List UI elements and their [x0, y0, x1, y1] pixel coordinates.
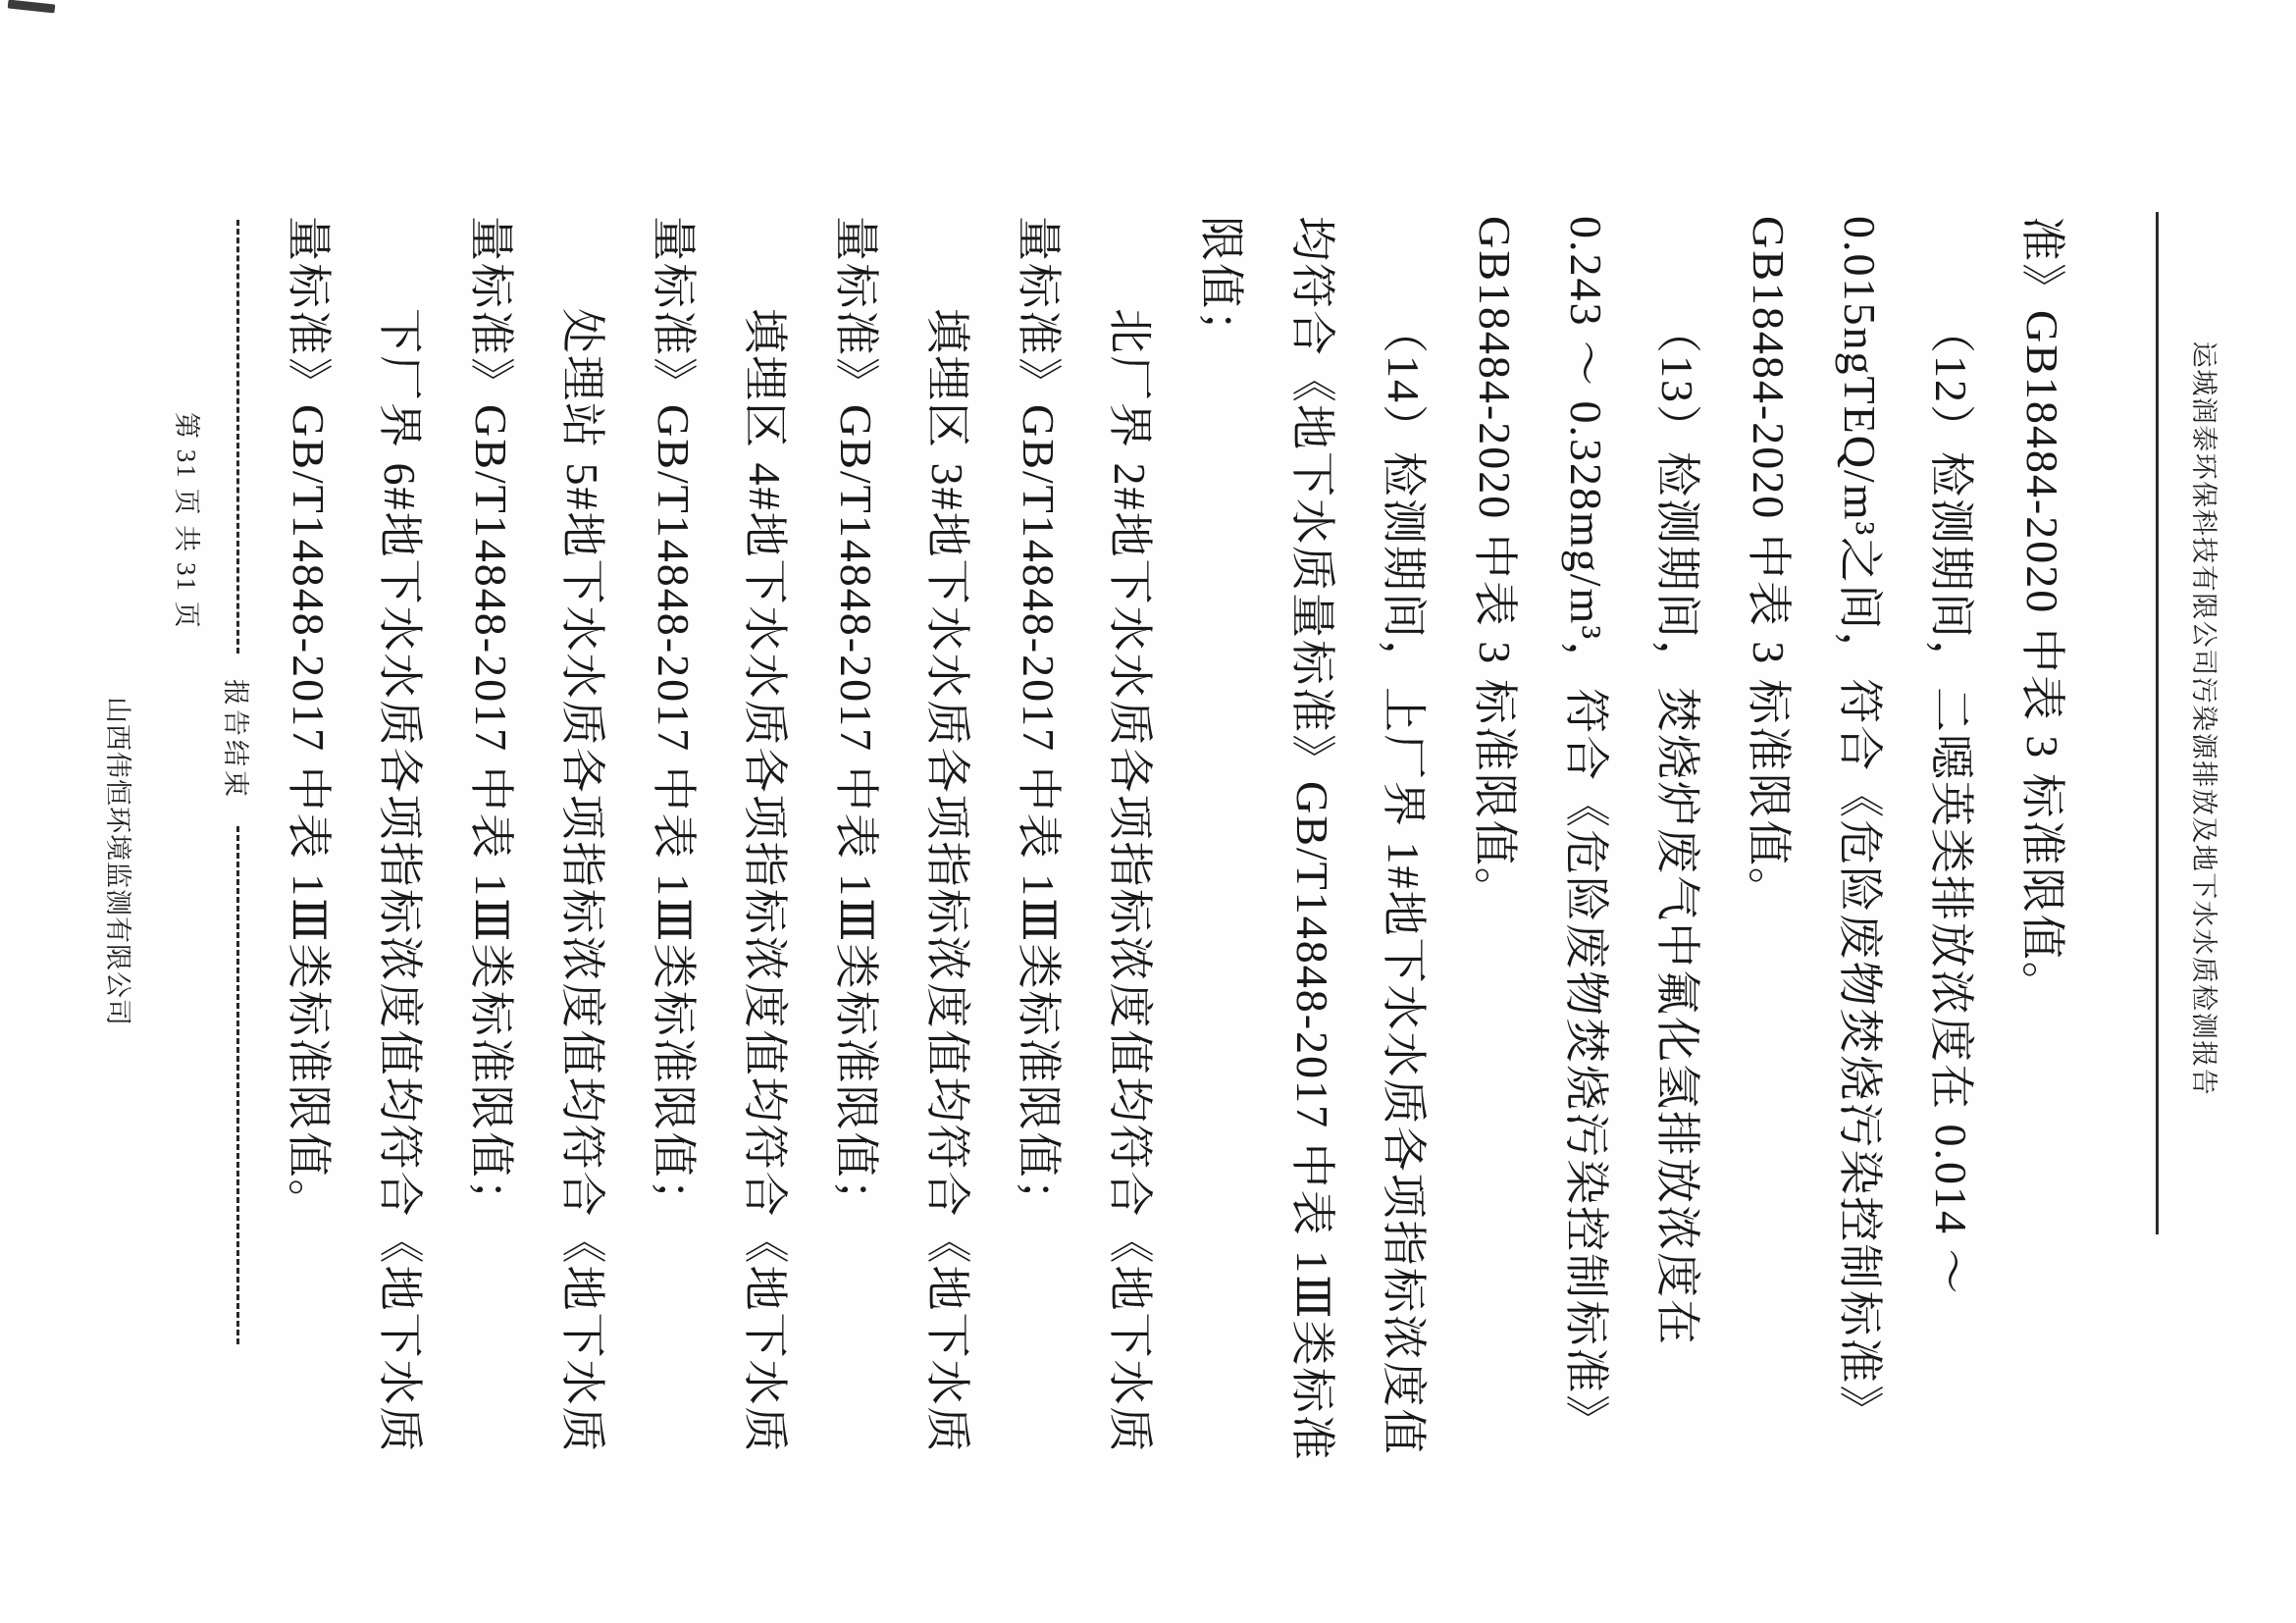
body-line: 限值；: [1196, 216, 1246, 357]
body-line: 量标准》GB/T14848-2017 中表 1Ⅲ类标准限值；: [1014, 216, 1064, 1227]
body-line: 准》GB18484-2020 中表 3 标准限值。: [2017, 216, 2067, 1009]
end-dash-right: [236, 826, 239, 1344]
page-number: 第 31 页 共 31 页: [172, 412, 201, 630]
body-line: 0.015ngTEQ/m³之间，符合《危险废物焚烧污染控制标准》: [1835, 216, 1885, 1433]
body-line: 量标准》GB/T14848-2017 中表 1Ⅲ类标准限值；: [466, 216, 516, 1227]
body-line: 处理站 5#地下水水质各项指标浓度值均符合《地下水质: [557, 308, 607, 1454]
body-line: 填埋区 4#地下水水质各项指标浓度值均符合《地下水质: [740, 308, 790, 1454]
body-line: （13）检测期间，焚烧炉废气中氟化氢排放浓度在: [1652, 308, 1702, 1346]
body-line: （14）检测期间，上厂界 1#地下水水质各项指标浓度值: [1379, 308, 1429, 1456]
report-body: [263, 216, 2088, 1462]
body-line: 均符合《地下水质量标准》GB/T14848-2017 中表 1Ⅲ类标准: [1287, 216, 1337, 1462]
end-dash-left: [236, 220, 239, 654]
body-line: 下厂界 6#地下水水质各项指标浓度值均符合《地下水质: [375, 308, 425, 1454]
header-rule: [2156, 212, 2159, 1234]
body-line: 量标准》GB/T14848-2017 中表 1Ⅲ类标准限值；: [831, 216, 881, 1227]
report-end-row: [219, 220, 257, 1441]
body-line: GB18484-2020 中表 3 标准限值。: [1744, 216, 1794, 915]
body-line: 量标准》GB/T14848-2017 中表 1Ⅲ类标准限值。: [284, 216, 334, 1227]
body-line: 0.243 ～ 0.328mg/m³，符合《危险废物焚烧污染控制标准》: [1561, 216, 1611, 1442]
body-line: 量标准》GB/T14848-2017 中表 1Ⅲ类标准限值；: [649, 216, 699, 1227]
body-line: （12）检测期间，二噁英类排放浓度在 0.014 ～: [1926, 308, 1976, 1296]
page-header-title: 运城润泰环保科技有限公司污染源排放及地下水水质检测报告: [2189, 340, 2218, 1097]
report-end-label: 报告结束: [221, 679, 250, 801]
body-line: 北厂界 2#地下水水质各项指标浓度值均符合《地下水质: [1105, 308, 1155, 1454]
body-line: GB18484-2020 中表 3 标准限值。: [1470, 216, 1520, 915]
scan-artifact: [8, 0, 56, 13]
body-line: 填埋区 3#地下水水质各项指标浓度值均符合《地下水质: [922, 308, 972, 1454]
footer-company-name: 山西伟恒环境监测有限公司: [103, 697, 132, 1026]
